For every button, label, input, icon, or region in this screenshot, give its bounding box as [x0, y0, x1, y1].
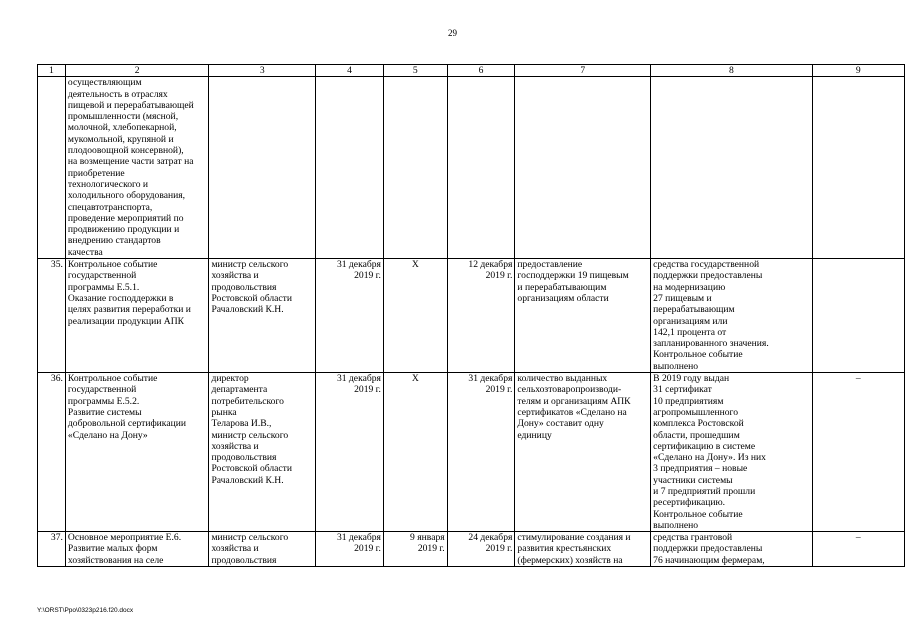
- report-table: [37, 64, 905, 567]
- column-header: 1: [38, 65, 66, 77]
- col5-cell: [383, 77, 447, 259]
- plan-date-cell: [316, 77, 384, 259]
- column-header: 5: [383, 65, 447, 77]
- event-cell: осуществляющим деятельность в отраслях пищевой и перерабатывающей промышленности (мясной, молочной, хлебопекарной, мукомольной, крупяной и плодоовощной консервной), на возмещение части затрат на приобретение технологического и холодильного оборудования, спецавтотранспорта, проведение мероприятий по продвижению продукции и внедрению стандартов качества: [65, 77, 209, 259]
- row-number: 35.: [38, 259, 66, 373]
- row-number: 37.: [38, 532, 66, 567]
- page-number: 29: [448, 28, 457, 38]
- plan-date-cell: 31 декабря 2019 г.: [316, 373, 384, 532]
- fact-date-cell: [447, 77, 515, 259]
- fact-date-cell: 12 декабря 2019 г.: [447, 259, 515, 373]
- actual-result-cell: средства грантовой поддержки предоставлены 76 начинающим фермерам,: [651, 532, 812, 567]
- col5-cell: 9 января 2019 г.: [383, 532, 447, 567]
- event-cell: Контрольное событие государственной программы Е.5.2. Развитие системы добровольной сертификации «Сделано на Дону»: [65, 373, 209, 532]
- responsible-cell: министр сельского хозяйства и продовольствия Ростовской области Рачаловский К.Н.: [209, 259, 316, 373]
- column-header: 3: [209, 65, 316, 77]
- actual-result-cell: В 2019 году выдан 31 сертификат 10 предприятиям агропромышленного комплекса Ростовской области, прошедшим сертификацию в системе «Сделано на Дону». Из них 3 предприятия – новые участники системы и 7 предприятий прошли ресертификацию. Контрольное событие выполнено: [651, 373, 812, 532]
- col5-cell: Х: [383, 259, 447, 373]
- fact-date-cell: 31 декабря 2019 г.: [447, 373, 515, 532]
- col5-cell: Х: [383, 373, 447, 532]
- table-row: [38, 373, 905, 532]
- file-path-footer: Y:\ORST\Ppo\0323p216.f20.docx: [37, 607, 134, 614]
- notes-cell: [812, 259, 904, 373]
- planned-result-cell: количество выданных сельхозтоваропроизводи- телям и организациям АПК сертификатов «Сделано на Дону» составит одну единицу: [515, 373, 651, 532]
- event-cell: Основное мероприятие Е.6. Развитие малых форм хозяйствования на селе: [65, 532, 209, 567]
- column-header: 9: [812, 65, 904, 77]
- actual-result-cell: средства государственной поддержки предоставлены на модернизацию 27 пищевым и перерабатывающим организациям или 142,1 процента от запланированного значения. Контрольное событие выполнено: [651, 259, 812, 373]
- column-header: 4: [316, 65, 384, 77]
- fact-date-cell: 24 декабря 2019 г.: [447, 532, 515, 567]
- column-header: 6: [447, 65, 515, 77]
- column-header: 2: [65, 65, 209, 77]
- notes-cell: [812, 77, 904, 259]
- planned-result-cell: стимулирование создания и развития крестьянских (фермерских) хозяйств на: [515, 532, 651, 567]
- notes-cell: –: [812, 373, 904, 532]
- notes-cell: –: [812, 532, 904, 567]
- table-row: [38, 532, 905, 567]
- row-number: [38, 77, 66, 259]
- table-row: [38, 77, 905, 259]
- event-cell: Контрольное событие государственной программы Е.5.1. Оказание господдержки в целях развития переработки и реализации продукции АПК: [65, 259, 209, 373]
- responsible-cell: министр сельского хозяйства и продовольствия: [209, 532, 316, 567]
- column-number-row: [38, 65, 905, 77]
- planned-result-cell: предоставление господдержки 19 пищевым и перерабатывающим организациям области: [515, 259, 651, 373]
- column-header: 8: [651, 65, 812, 77]
- plan-date-cell: 31 декабря 2019 г.: [316, 259, 384, 373]
- responsible-cell: [209, 77, 316, 259]
- row-number: 36.: [38, 373, 66, 532]
- actual-result-cell: [651, 77, 812, 259]
- table-row: [38, 259, 905, 373]
- plan-date-cell: 31 декабря 2019 г.: [316, 532, 384, 567]
- responsible-cell: директор департамента потребительского рынка Теларова И.В., министр сельского хозяйства и продовольствия Ростовской области Рачаловский К.Н.: [209, 373, 316, 532]
- column-header: 7: [515, 65, 651, 77]
- planned-result-cell: [515, 77, 651, 259]
